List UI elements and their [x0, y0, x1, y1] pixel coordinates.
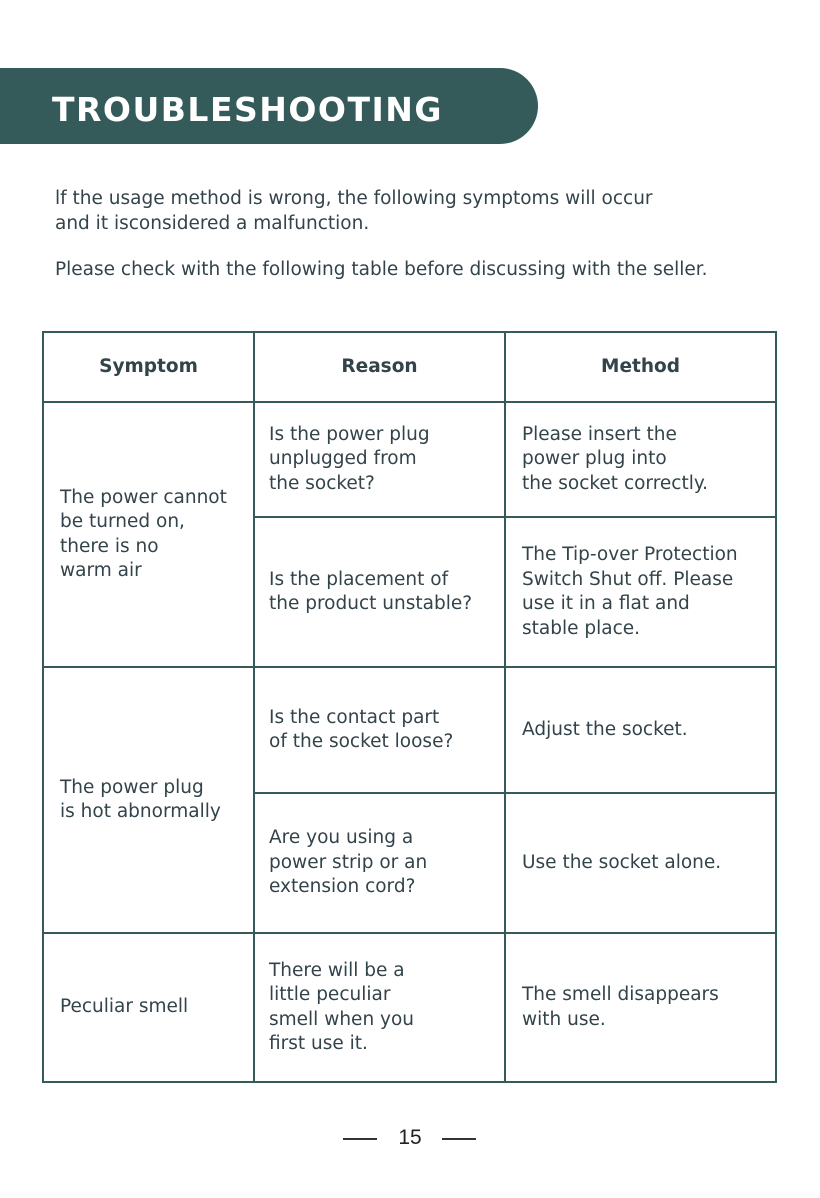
method-cell — [522, 668, 774, 792]
symptom-cell — [60, 668, 252, 932]
reason-line: smell when you — [269, 1008, 415, 1030]
method-line: The Tip-over Protection — [522, 544, 738, 565]
header-reason: Reason — [341, 355, 418, 377]
method-cell — [522, 518, 774, 666]
symptom-line: Peculiar smell — [60, 996, 189, 1018]
method-cell — [522, 403, 774, 516]
reason-cell — [269, 403, 503, 516]
method-line: stable place. — [522, 617, 641, 639]
method-line: use it in a flat and — [522, 593, 690, 614]
method-line: with use. — [522, 1008, 606, 1030]
reason-line: of the socket loose? — [269, 731, 454, 752]
reason-line: first use it. — [269, 1033, 368, 1054]
troubleshooting-table — [42, 331, 777, 1083]
reason-line: Is the power plug — [269, 423, 430, 445]
method-line: Switch Shut off. Please — [522, 568, 734, 590]
page-footer — [0, 1124, 820, 1154]
header-symptom: Symptom — [99, 355, 198, 377]
reason-line: the product unstable? — [269, 593, 473, 614]
symptom-cell — [60, 403, 252, 666]
method-cell — [522, 794, 774, 932]
page-number: 15 — [398, 1126, 422, 1149]
method-line: The smell disappears — [522, 984, 719, 1005]
reason-cell — [269, 518, 503, 666]
column-divider — [253, 333, 255, 1081]
reason-line: unplugged from — [269, 448, 417, 470]
intro-instruction: Please check with the following table before discussing with the seller. — [55, 259, 708, 280]
intro-line: lf the usage method is wrong, the following symptoms will occur — [55, 188, 653, 209]
symptom-line: there is no — [60, 535, 159, 557]
intro-text — [55, 186, 795, 282]
reason-line: the socket? — [269, 472, 375, 494]
symptom-line: be turned on, — [60, 511, 185, 532]
footer-dash — [442, 1138, 476, 1140]
symptom-cell — [60, 934, 252, 1081]
reason-cell — [269, 668, 503, 792]
reason-line: Are you using a — [269, 827, 414, 849]
reason-line: There will be a — [269, 959, 405, 981]
method-line: Adjust the socket. — [522, 718, 688, 740]
reason-line: power strip or an — [269, 851, 428, 873]
method-line: power plug into — [522, 448, 667, 470]
reason-line: Is the contact part — [269, 706, 440, 728]
reason-line: Is the placement of — [269, 568, 449, 590]
method-line: Please insert the — [522, 423, 677, 445]
intro-line: and it isconsidered a malfunction. — [55, 213, 370, 234]
reason-cell — [269, 934, 503, 1081]
method-line: the socket correctly. — [522, 472, 709, 494]
symptom-line: The power plug — [60, 776, 204, 798]
reason-line: extension cord? — [269, 876, 416, 898]
footer-dash — [343, 1138, 377, 1140]
column-divider — [504, 333, 506, 1081]
reason-line: little peculiar — [269, 984, 391, 1005]
symptom-line: is hot abnormally — [60, 801, 221, 822]
symptom-line: The power cannot — [60, 486, 227, 508]
page-title: TROUBLESHOOTING — [52, 90, 443, 129]
method-line: Use the socket alone. — [522, 851, 722, 873]
symptom-line: warm air — [60, 560, 142, 581]
method-cell — [522, 934, 774, 1081]
header-method: Method — [601, 355, 680, 377]
reason-cell — [269, 794, 503, 932]
